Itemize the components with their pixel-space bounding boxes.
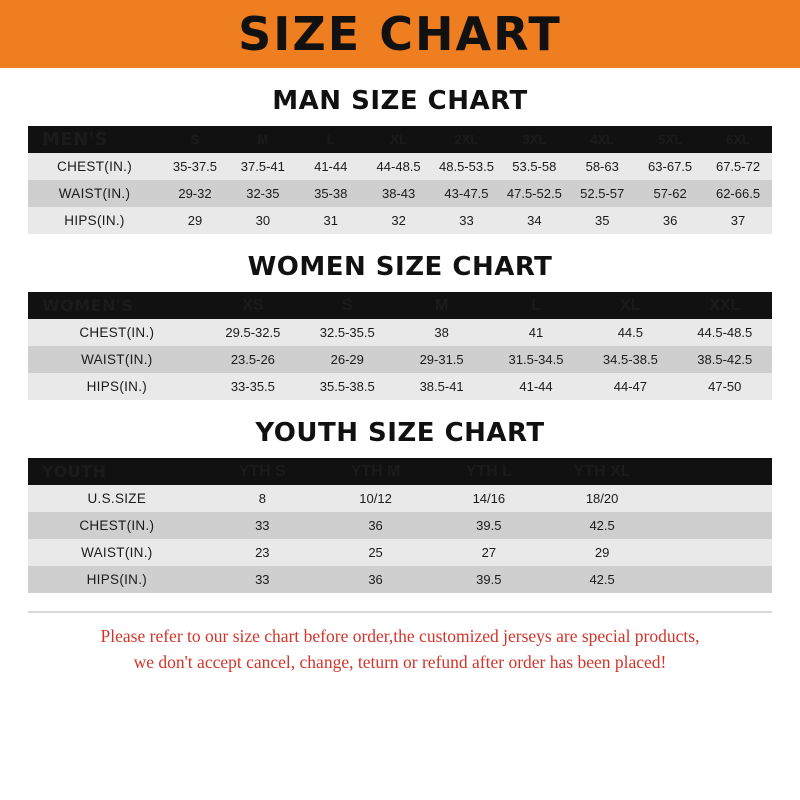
youth-col-3: YTH L <box>465 462 512 480</box>
women-hips-5: 44-47 <box>613 379 647 394</box>
youth-waist-3: 27 <box>481 545 497 560</box>
youth-ussize-4: 18/20 <box>585 491 619 506</box>
women-waist-4: 31.5-34.5 <box>508 352 564 367</box>
women-row-label-chest: CHEST(IN.) <box>79 325 155 340</box>
men-waist-1: 29-32 <box>178 186 212 201</box>
men-table-body <box>28 153 772 234</box>
youth-chest-4: 42.5 <box>589 518 615 533</box>
men-hips-1: 29 <box>187 213 203 228</box>
women-table-body <box>28 319 772 400</box>
women-hips-1: 33-35.5 <box>230 379 275 394</box>
women-col-3: M <box>434 296 449 314</box>
men-hips-4: 32 <box>391 213 406 228</box>
men-hips-8: 36 <box>662 213 678 228</box>
men-col-6: 3XL <box>522 132 547 147</box>
youth-ussize-2: 10/12 <box>359 491 392 506</box>
youth-col-1: YTH S <box>238 462 286 480</box>
men-col-2: M <box>257 132 269 147</box>
men-hips-9: 37 <box>730 213 746 228</box>
footer-disclaimer <box>28 611 772 676</box>
youth-hips-3: 39.5 <box>476 572 502 587</box>
youth-corner-header: YOUTH <box>42 462 107 481</box>
youth-size-table <box>28 458 772 593</box>
youth-chest-2: 36 <box>368 518 383 533</box>
table-row <box>28 512 772 539</box>
table-row <box>28 373 772 400</box>
youth-ussize-5 <box>659 485 772 512</box>
women-table-head <box>28 292 772 319</box>
table-row <box>28 485 772 512</box>
women-row-label-hips: HIPS(IN.) <box>86 379 148 394</box>
youth-waist-2: 25 <box>368 545 383 560</box>
men-chest-7: 58-63 <box>585 159 619 174</box>
youth-table-body <box>28 485 772 593</box>
men-row-label-hips: HIPS(IN.) <box>64 213 125 228</box>
men-hips-7: 35 <box>594 213 610 228</box>
men-row-label-waist: WAIST(IN.) <box>58 186 131 201</box>
youth-waist-5 <box>659 539 772 566</box>
women-waist-1: 23.5-26 <box>230 352 275 367</box>
youth-hips-2: 36 <box>368 572 383 587</box>
footer-line-1: Please refer to our size chart before order,the customized jerseys are special products, <box>100 626 700 646</box>
women-col-6: XXL <box>709 296 741 314</box>
youth-row-label-chest: CHEST(IN.) <box>79 518 155 533</box>
youth-col-5 <box>659 458 772 485</box>
women-waist-2: 26-29 <box>330 352 364 367</box>
men-chest-8: 63-67.5 <box>648 159 693 174</box>
page-banner <box>0 0 800 68</box>
youth-chest-3: 39.5 <box>476 518 502 533</box>
women-waist-6: 38.5-42.5 <box>697 352 753 367</box>
men-col-1: S <box>190 132 200 147</box>
men-waist-3: 35-38 <box>314 186 348 201</box>
men-size-table <box>28 126 772 234</box>
men-chest-3: 41-44 <box>314 159 348 174</box>
women-chest-4: 41 <box>528 325 544 340</box>
youth-col-2: YTH M <box>350 462 401 480</box>
youth-row-label-hips: HIPS(IN.) <box>86 572 148 587</box>
table-row <box>28 539 772 566</box>
women-col-1: XS <box>242 296 264 314</box>
men-col-3: L <box>326 132 335 147</box>
youth-chest-5 <box>659 512 772 539</box>
men-waist-7: 52.5-57 <box>580 186 625 201</box>
men-waist-5: 43-47.5 <box>444 186 489 201</box>
men-waist-9: 62-66.5 <box>715 186 761 201</box>
women-waist-3: 29-31.5 <box>419 352 464 367</box>
men-chest-6: 53.5-58 <box>512 159 557 174</box>
women-col-2: S <box>341 296 353 314</box>
youth-col-4: YTH XL <box>573 462 631 480</box>
youth-table-head <box>28 458 772 485</box>
men-chest-1: 35-37.5 <box>172 159 218 174</box>
youth-waist-4: 29 <box>594 545 610 560</box>
youth-row-label-waist: WAIST(IN.) <box>81 545 153 560</box>
women-hips-4: 41-44 <box>519 379 553 394</box>
table-row <box>28 180 772 207</box>
table-row <box>28 319 772 346</box>
youth-ussize-3: 14/16 <box>472 491 506 506</box>
women-corner-header: WOMEN'S <box>42 296 134 315</box>
men-col-8: 5XL <box>658 132 683 147</box>
table-header-row <box>28 292 772 319</box>
men-hips-3: 31 <box>323 213 338 228</box>
chart-content <box>0 86 800 676</box>
women-hips-3: 38.5-41 <box>419 379 464 394</box>
women-size-table <box>28 292 772 400</box>
men-col-5: 2XL <box>454 132 479 147</box>
women-chest-1: 29.5-32.5 <box>225 325 281 340</box>
men-corner-header: MEN'S <box>42 129 109 150</box>
youth-chest-1: 33 <box>255 518 270 533</box>
section-title-youth: YOUTH SIZE CHART <box>255 418 545 448</box>
men-waist-6: 47.5-52.5 <box>506 186 562 201</box>
men-hips-5: 33 <box>459 213 474 228</box>
youth-ussize-1: 8 <box>258 491 266 506</box>
men-row-label-chest: CHEST(IN.) <box>57 159 133 174</box>
men-chest-4: 44-48.5 <box>376 159 421 174</box>
women-col-5: XL <box>620 296 641 314</box>
women-col-4: L <box>531 296 541 314</box>
women-waist-5: 34.5-38.5 <box>602 352 658 367</box>
men-waist-4: 38-43 <box>381 186 416 201</box>
men-table-head <box>28 126 772 153</box>
women-chest-5: 44.5 <box>617 325 644 340</box>
table-row <box>28 207 772 234</box>
youth-hips-1: 33 <box>255 572 270 587</box>
table-row <box>28 346 772 373</box>
youth-hips-4: 42.5 <box>589 572 615 587</box>
women-chest-6: 44.5-48.5 <box>697 325 753 340</box>
table-row <box>28 566 772 593</box>
section-title-men: MAN SIZE CHART <box>272 86 528 116</box>
women-chest-3: 38 <box>434 325 449 340</box>
women-hips-6: 47-50 <box>708 379 742 394</box>
women-chest-2: 32.5-35.5 <box>319 325 375 340</box>
men-waist-2: 32-35 <box>246 186 280 201</box>
section-title-women: WOMEN SIZE CHART <box>247 252 553 282</box>
men-chest-5: 48.5-53.5 <box>439 159 494 174</box>
table-header-row <box>28 126 772 153</box>
men-col-4: XL <box>390 132 407 147</box>
men-col-9: 6XL <box>726 132 750 147</box>
table-header-row <box>28 458 772 485</box>
men-chest-9: 67.5-72 <box>715 159 761 174</box>
table-row <box>28 153 772 180</box>
men-col-7: 4XL <box>590 132 615 147</box>
women-hips-2: 35.5-38.5 <box>319 379 375 394</box>
women-row-label-waist: WAIST(IN.) <box>81 352 153 367</box>
men-hips-6: 34 <box>527 213 542 228</box>
youth-waist-1: 23 <box>255 545 270 560</box>
footer-line-2: we don't accept cancel, change, teturn or refund after order has been placed! <box>133 652 667 673</box>
men-waist-8: 57-62 <box>653 186 687 201</box>
youth-hips-5 <box>659 566 772 593</box>
youth-row-label-ussize: U.S.SIZE <box>87 491 147 506</box>
page-title: SIZE CHART <box>238 7 562 61</box>
men-chest-2: 37.5-41 <box>240 159 285 174</box>
men-hips-2: 30 <box>255 213 271 228</box>
